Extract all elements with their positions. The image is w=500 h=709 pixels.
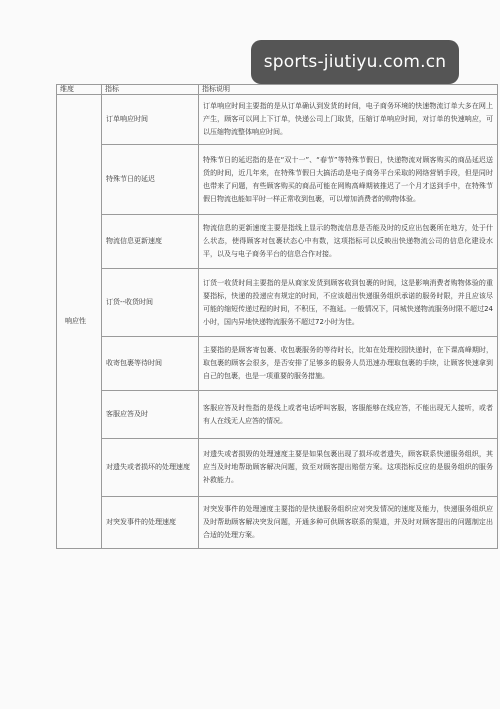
watermark-banner: sports-jiutiyu.com.cn [251, 40, 459, 84]
indicator-cell: 特殊节日的延迟 [102, 145, 199, 215]
indicator-cell: 客服应答及时 [102, 391, 199, 439]
table-header-row [57, 85, 498, 95]
description-cell: 订单响应时间主要指的是从订单确认到发货的时间，电子商务环境的快速物流订单大多在网上产生，顾客可以网上下订单，快递公司上门取货，压缩订单响应时间，对订单的快速响应，可以压缩物流整体响应时间。 [199, 95, 498, 145]
indicator-cell: 订单响应时间 [102, 95, 199, 145]
description-cell: 对突发事件的处理速度主要指的是快递服务组织应对突发情况的速度及能力，快递服务组织应及时帮助顾客解决突发问题，开通多种可供顾客联系的渠道，并及时对顾客提出的问题制定出合适的处理方案。 [199, 497, 498, 549]
description-cell: 订货一收货时间主要指的是从商家发货到顾客收到包裹的时间，这是影响消费者购物体验的重要指标，快递的投递应有规定的时间，不应该超出快递服务组织承诺的服务时限，并且应该尽可能的缩短传递过程的时间，不积压，不拖延。一般情况下，同城快递物流服务时限不超过24小时，国内异地快递物流服务不超过72小时为佳。 [199, 269, 498, 337]
dimension-cell: 响应性 [57, 95, 102, 549]
indicator-cell: 对突发事件的处理速度 [102, 497, 199, 549]
table-row [57, 215, 498, 269]
indicator-table [56, 84, 498, 549]
description-cell: 特殊节日的延迟指的是在“双十一”、“春节”等特殊节假日，快递物流对顾客购买的商品延迟送货的时间，近几年来，在特殊节假日大搞活动是电子商务平台采取的网络营销手段，但是同时也带来了问题，有些顾客购买的商品可能在网购高峰期被推迟了一个月才送到手中，在特殊节假日物流也能如平时一样正常收到包裹，可以增加消费者的购物体验。 [199, 145, 498, 215]
table-row [57, 95, 498, 145]
table-row [57, 497, 498, 549]
indicator-cell: 物流信息更新速度 [102, 215, 199, 269]
header-dimension: 维度 [57, 85, 102, 95]
header-description: 指标说明 [199, 85, 498, 95]
indicator-cell: 收寄包裹等待时间 [102, 337, 199, 391]
table-row [57, 439, 498, 497]
table-row [57, 337, 498, 391]
table-row [57, 145, 498, 215]
indicator-cell: 对遗失或者损坏的处理速度 [102, 439, 199, 497]
description-cell: 客服应答及时性指的是线上或者电话呼叫客服，客服能够在线应答，不能出现无人接听，或者有人在线无人应答的情况。 [199, 391, 498, 439]
table-row [57, 391, 498, 439]
header-indicator: 指标 [102, 85, 199, 95]
description-cell: 对遗失或者损毁的处理速度主要是如果包裹出现了损坏或者遗失，顾客联系快递服务组织，其应当及时地帮助顾客解决问题，致至对顾客提出赔偿方案。这项指标反应的是服务组织的服务补救能力。 [199, 439, 498, 497]
table-row [57, 269, 498, 337]
indicator-cell: 订货--收货时间 [102, 269, 199, 337]
description-cell: 主要指的是顾客寄包裹、收包裹服务的等待时长，比如在处理校园快递时，在下课高峰期时，取包裹的顾客会很多，是否安排了足够多的服务人员迅速办理取包裹的手续，让顾客快速拿到自己的包裹，也是一项重要的服务措施。 [199, 337, 498, 391]
description-cell: 物流信息的更新速度主要是指线上显示的物流信息是否能及时的反应出包裹所在地方，处于什么状态，使得顾客对包裹状态心中有数，这项指标可以反映出快递物流公司的信息化建设水平，以及与电子商务平台的信息合作对接。 [199, 215, 498, 269]
